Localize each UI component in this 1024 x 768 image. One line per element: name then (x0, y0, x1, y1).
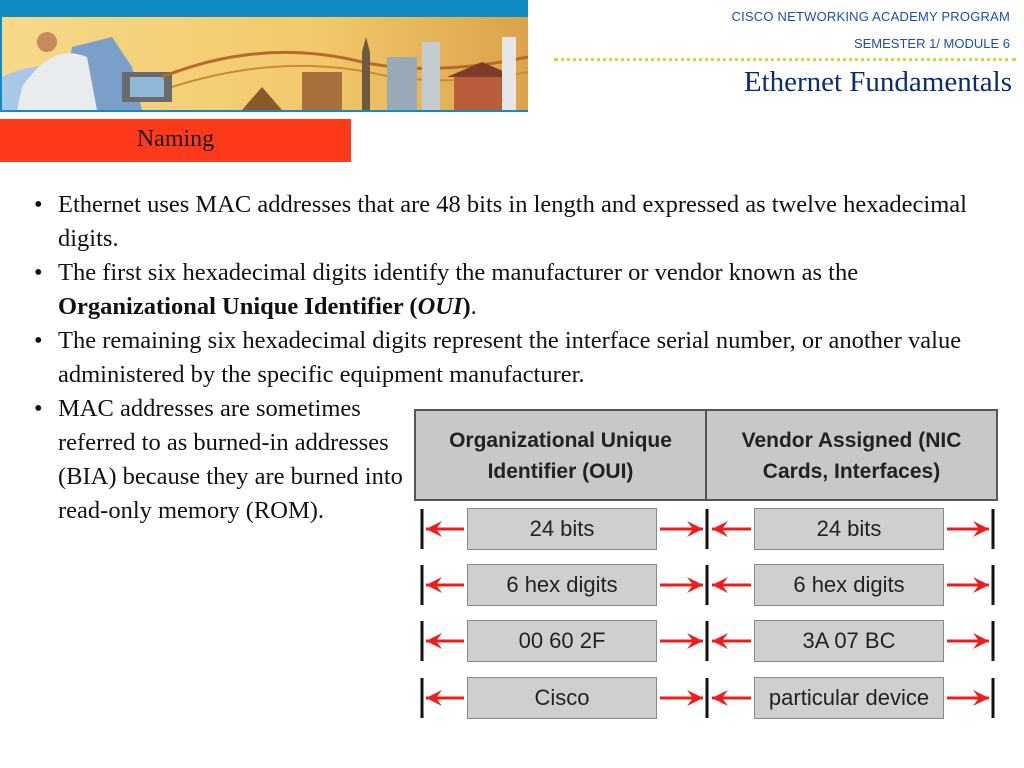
bullet-marker: • (34, 327, 43, 354)
section-tab (0, 119, 351, 162)
vendor-value-box: 3A 07 BC (754, 620, 944, 662)
vendor-hex-box: 6 hex digits (754, 564, 944, 606)
bullet-text-suffix: . (470, 293, 477, 320)
bullet-text: Ethernet uses MAC addresses that are 48 bits in length and expressed as twelve hexadecimal digits. (58, 191, 967, 252)
bullet-marker: • (34, 191, 43, 218)
banner-illustration (2, 17, 528, 110)
vendor-bits-box: 24 bits (754, 508, 944, 550)
oui-owner-box: Cisco (467, 677, 657, 719)
header-title-area (528, 0, 1024, 112)
mac-address-diagram (408, 405, 1004, 723)
oui-value-box: 00 60 2F (467, 620, 657, 662)
bullet-text-prefix: The first six hexadecimal digits identify the manufacturer or vendor known as the (58, 259, 859, 286)
oui-hex-box: 6 hex digits (467, 564, 657, 606)
bullet-item (34, 188, 994, 256)
oui-bits-box: 24 bits (467, 508, 657, 550)
page-title: Ethernet Fundamentals (743, 66, 1012, 98)
oui-term-close: ) (462, 293, 471, 320)
oui-abbrev: OUI (417, 293, 463, 320)
header-divider (554, 58, 1016, 61)
oui-term (58, 293, 471, 320)
section-tab-label: Naming (136, 126, 215, 152)
bullet-item (34, 392, 414, 528)
bullet-item (34, 324, 994, 392)
bullet-text (34, 256, 1009, 324)
bullet-marker: • (34, 259, 43, 286)
vendor-owner-box: particular device (754, 677, 944, 719)
semester-label: SEMESTER 1/ MODULE 6 (853, 36, 1010, 51)
oui-term-text: Organizational Unique Identifier ( (58, 293, 418, 320)
header-bar (0, 0, 1024, 112)
oui-header: Organizational Unique Identifier (OUI) (414, 409, 707, 501)
bullet-text: The remaining six hexadecimal digits represent the interface serial number, or another value administered by the specific equipment manufacturer. (58, 327, 962, 388)
bullet-marker: • (34, 395, 43, 422)
vendor-header: Vendor Assigned (NIC Cards, Interfaces) (705, 409, 998, 501)
program-label: CISCO NETWORKING ACADEMY PROGRAM (731, 9, 1010, 24)
bullet-text: MAC addresses are sometimes referred to as burned-in addresses (BIA) because they are burned into read-only memory (ROM). (58, 395, 403, 524)
bullet-item (34, 256, 1009, 324)
